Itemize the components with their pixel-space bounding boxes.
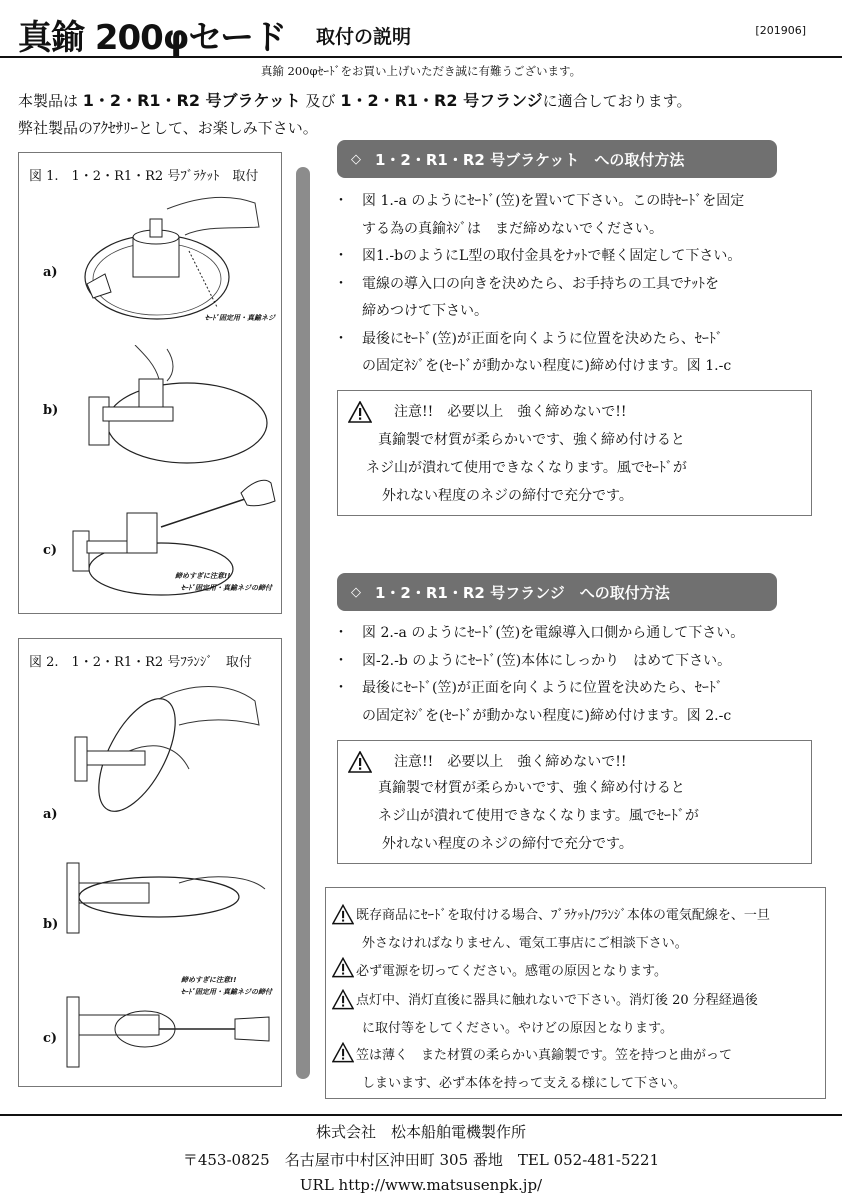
warning-2-title: 注意!! 必要以上 強く締めないで!! xyxy=(394,754,627,770)
step-2-2: ・ 図-2.-b のようにｾｰﾄﾞ(笠)本体にしっかり はめて下さい。 xyxy=(338,648,818,676)
figure-1c-note: ｾｰﾄﾞ固定用・真鍮ネジの締付 xyxy=(181,584,272,592)
figure-2c-caution: 締めすぎに注意!! xyxy=(181,976,237,984)
document-code: [201906] xyxy=(755,24,806,37)
figure-1c-caution: 締めすぎに注意!! xyxy=(175,572,231,580)
figure-2-label-c: c) xyxy=(43,1031,58,1046)
section-2-warning xyxy=(337,740,812,864)
figure-1c-illustration xyxy=(65,471,279,601)
note-1-line-2: 外さなければなりません、電気工事店にご相談下さい。 xyxy=(362,936,688,951)
figure-1-label-b: b) xyxy=(43,403,59,418)
step-2-1: ・ 図 2.-a のようにｾｰﾄﾞ(笠)を電線導入口側から通して下さい。 xyxy=(338,620,818,648)
warning-triangle-icon xyxy=(332,989,354,1010)
section-1-heading xyxy=(337,140,777,178)
footer-address: 〒453-0825 名古屋市中村区沖田町 305 番地 TEL 052-481-5221 xyxy=(182,1151,660,1169)
warning-triangle-icon xyxy=(348,751,372,773)
step-2-3-cont: の固定ﾈｼﾞを(ｾｰﾄﾞが動かない程度に)締め付けます。図 2.-c xyxy=(362,707,732,724)
section-2-title: 1・2・R1・R2 号フランジ への取付方法 xyxy=(375,583,670,602)
safety-notes xyxy=(325,887,826,1099)
figure-2-label-b: b) xyxy=(43,917,59,932)
note-3-line-1: 点灯中、消灯直後に器具に触れないで下さい。消灯後 20 分程経過後 xyxy=(356,993,758,1008)
intro-accessory: 弊社製品のｱｸｾｻﾘｰとして、お楽しみ下さい。 xyxy=(18,119,318,137)
step-1-4: ・ 最後にｾｰﾄﾞ(笠)が正面を向くように位置を決めたら、ｾｰﾄﾞ xyxy=(338,326,808,354)
diamond-bullet-icon: ◇ xyxy=(351,584,361,600)
warning-triangle-icon xyxy=(348,401,372,423)
figure-1-label-a: a) xyxy=(43,265,58,280)
note-2: 必ず電源を切ってください。感電の原因となります。 xyxy=(356,964,667,979)
figure-2b-illustration xyxy=(59,853,273,943)
intro-bracket: 1・2・R1・R2 号ブラケット xyxy=(82,91,301,110)
footer-rule xyxy=(0,1114,842,1116)
page-subtitle: 取付の説明 xyxy=(316,26,412,48)
step-2-3: ・ 最後にｾｰﾄﾞ(笠)が正面を向くように位置を決めたら、ｾｰﾄﾞ xyxy=(338,675,818,703)
thanks-line: 真鍮 200φｾｰﾄﾞをお買い上げいただき誠に有難うございます。 xyxy=(260,64,582,78)
warning-1-line-2: ネジ山が潰れて使用できなくなります。風でｾｰﾄﾞが xyxy=(366,460,687,476)
warning-1-title: 注意!! 必要以上 強く締めないで!! xyxy=(394,404,627,420)
note-1-line-1: 既存商品にｾｰﾄﾞを取付ける場合、ﾌﾞﾗｹｯﾄ/ﾌﾗﾝｼﾞ本体の電気配線を、一旦 xyxy=(356,908,770,923)
step-1-3-cont: 締めつけて下さい。 xyxy=(362,303,488,319)
intro-text-c: 及び xyxy=(305,92,336,110)
warning-1-line-1: 真鍮製で材質が柔らかいです、強く締め付けると xyxy=(378,432,685,448)
note-3-line-2: に取付等をしてください。やけどの原因となります。 xyxy=(362,1021,673,1036)
step-1-3: ・ 電線の導入口の向きを決めたら、お手持ちの工具でﾅｯﾄを xyxy=(338,271,808,299)
figure-1a-illustration xyxy=(77,189,277,329)
figure-1-bracket xyxy=(18,152,282,614)
intro-flange: 1・2・R1・R2 号フランジ xyxy=(340,91,543,110)
warning-triangle-icon xyxy=(332,1042,354,1063)
warning-2-line-3: 外れない程度のネジの締付で充分です。 xyxy=(382,836,633,852)
note-4-line-2: しまいます、必ず本体を持って支える様にして下さい。 xyxy=(362,1076,686,1091)
figure-2c-illustration xyxy=(59,989,273,1079)
step-1-4-cont: の固定ﾈｼﾞを(ｾｰﾄﾞが動かない程度に)締め付けます。図 1.-c xyxy=(362,358,732,374)
header-rule xyxy=(0,56,842,58)
figure-2a-illustration xyxy=(59,679,279,819)
section-1-warning xyxy=(337,390,812,516)
section-2-heading xyxy=(337,573,777,611)
section-2-steps xyxy=(338,620,818,730)
note-4-line-1: 笠は薄く また材質の柔らかい真鍮製です。笠を持つと曲がって xyxy=(356,1048,732,1063)
step-1-1: ・ 図 1.-a のようにｾｰﾄﾞ(笠)を置いて下さい。この時ｾｰﾄﾞを固定 xyxy=(338,188,808,216)
figure-1-label-c: c) xyxy=(43,543,58,558)
warning-triangle-icon xyxy=(332,904,354,925)
figure-2-flange xyxy=(18,638,282,1087)
figure-2-title: 図 2. 1・2・R1・R2 号ﾌﾗﾝｼﾞ 取付 xyxy=(29,655,252,670)
diamond-bullet-icon: ◇ xyxy=(351,151,361,167)
warning-2-line-1: 真鍮製で材質が柔らかいです、強く締め付けると xyxy=(378,780,685,796)
footer-url[interactable]: URL http://www.matsusenpk.jp/ xyxy=(299,1176,543,1194)
warning-triangle-icon xyxy=(332,957,354,978)
warning-2-line-2: ネジ山が潰れて使用できなくなります。風でｾｰﾄﾞが xyxy=(378,808,699,824)
intro-text-a: 本製品は xyxy=(18,92,79,110)
footer-company: 株式会社 松本船舶電機製作所 xyxy=(315,1123,526,1141)
section-1-title: 1・2・R1・R2 号ブラケット への取付方法 xyxy=(375,150,685,169)
figure-2-label-a: a) xyxy=(43,807,58,822)
page-title: 真鍮 200φセード xyxy=(18,18,287,58)
step-1-1-cont: する為の真鍮ﾈｼﾞは まだ締めないでください。 xyxy=(362,220,663,237)
vertical-divider xyxy=(296,167,310,1079)
figure-1a-note: ｾｰﾄﾞ固定用・真鍮ネジ xyxy=(205,314,275,322)
intro-compatibility xyxy=(18,88,691,111)
section-1-steps xyxy=(338,188,808,381)
figure-1-title: 図 1. 1・2・R1・R2 号ﾌﾞﾗｹｯﾄ 取付 xyxy=(29,169,259,184)
figure-1b-illustration xyxy=(75,345,275,475)
step-1-2: ・ 図1.-bのようにL型の取付金具をﾅｯﾄで軽く固定して下さい。 xyxy=(338,243,808,271)
figure-2c-note: ｾｰﾄﾞ固定用・真鍮ネジの締付 xyxy=(181,988,272,996)
warning-1-line-3: 外れない程度のネジの締付で充分です。 xyxy=(382,488,633,504)
intro-text-e: に適合しております。 xyxy=(542,92,692,110)
